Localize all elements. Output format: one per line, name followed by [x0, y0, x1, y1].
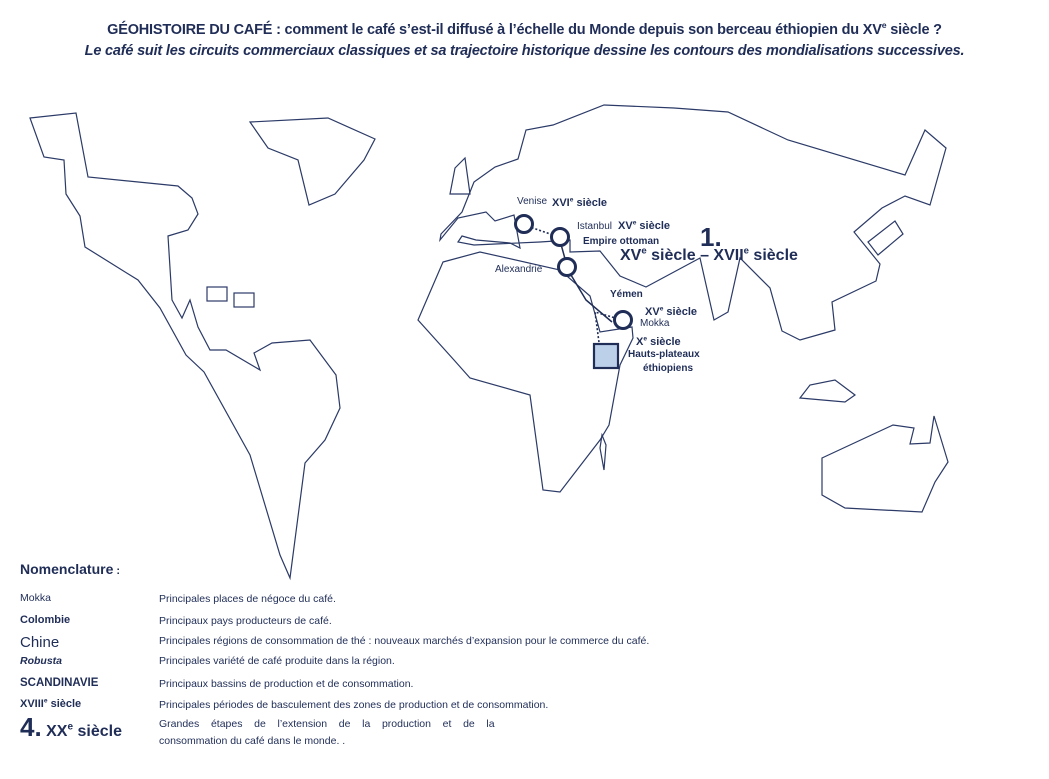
legend-desc-place: Principales places de négoce du café.: [159, 593, 336, 605]
legend-desc-period: Principales périodes de basculement des zones de production et de consommation.: [159, 699, 549, 711]
japan-outline: [868, 221, 903, 255]
legend-desc-variety: Principales variété de café produite dans la région.: [159, 655, 395, 667]
label-alexandrie: Alexandrie: [495, 264, 543, 275]
label-hauts-plateaux: Hauts-plateaux: [628, 349, 700, 360]
date-mokka: XVe siècle: [645, 305, 697, 318]
date-venise: XVIe siècle: [552, 196, 608, 209]
stage-period: XVe siècle – XVIIe siècle: [620, 245, 798, 264]
americas-outline: [30, 113, 340, 578]
place-marker-venise: [516, 216, 533, 233]
title-sup: e: [881, 20, 887, 31]
stage-number: 1.: [700, 222, 722, 252]
label-venise: Venise: [517, 196, 548, 207]
indonesia-outline: [800, 380, 855, 402]
africa-outline: [418, 252, 633, 492]
origin-marker-ethiopia: [594, 344, 618, 368]
date-ethiopie: Xe siècle: [636, 335, 681, 348]
label-ethiopiens: éthiopiens: [643, 363, 694, 374]
legend-key-stage: 4. XXe siècle: [20, 712, 122, 742]
legend-key-basin: SCANDINAVIE: [20, 677, 99, 689]
legend-key-producer: Colombie: [20, 614, 71, 626]
label-istanbul: Istanbul: [577, 221, 613, 232]
place-marker-mokka: [615, 312, 632, 329]
legend-desc-tea: Principales régions de consommation de thé : nouveaux marchés d’expansion pour le commerce du café.: [159, 635, 650, 647]
legend-desc-producer: Principaux pays producteurs de café.: [159, 615, 332, 627]
madagascar-outline: [600, 435, 606, 470]
title-suffix: siècle ?: [886, 22, 942, 38]
legend-key-period: XVIIIe siècle: [20, 697, 82, 710]
legend-key-variety: Robusta: [20, 655, 62, 667]
greenland-outline: [250, 118, 375, 205]
place-marker-istanbul: [552, 229, 569, 246]
date-istanbul: XVe siècle: [618, 219, 670, 232]
legend-desc-basin: Principaux bassins de production et de consommation.: [159, 678, 414, 690]
label-empire-ottoman: Empire ottoman: [583, 236, 660, 247]
australia-outline: [822, 416, 948, 512]
legend-key-place: Mokka: [20, 592, 51, 604]
caribbean-island-1: [207, 287, 227, 301]
scandinavia-outline: [450, 158, 470, 194]
legend-key-tea: Chine: [20, 634, 60, 651]
legend-desc-stage-line1: Grandes étapes de l’extension de la production et de la: [159, 718, 495, 730]
legend-desc-stage-line2: consommation du café dans le monde. .: [159, 735, 346, 747]
title-prefix: GÉOHISTOIRE DU CAFÉ : comment le café s’est-il diffusé à l’échelle du Monde depuis son berceau éthiopien du XV: [107, 22, 882, 38]
legend-title: Nomenclature :: [20, 561, 121, 577]
page-subtitle: Le café suit les circuits commerciaux classiques et sa trajectoire historique dessine les contours des mondialisations successives.: [84, 43, 965, 59]
place-marker-alexandrie: [559, 259, 576, 276]
caribbean-island-2: [234, 293, 254, 307]
label-mokka: Mokka: [640, 318, 670, 329]
label-yemen: Yémen: [610, 289, 643, 300]
